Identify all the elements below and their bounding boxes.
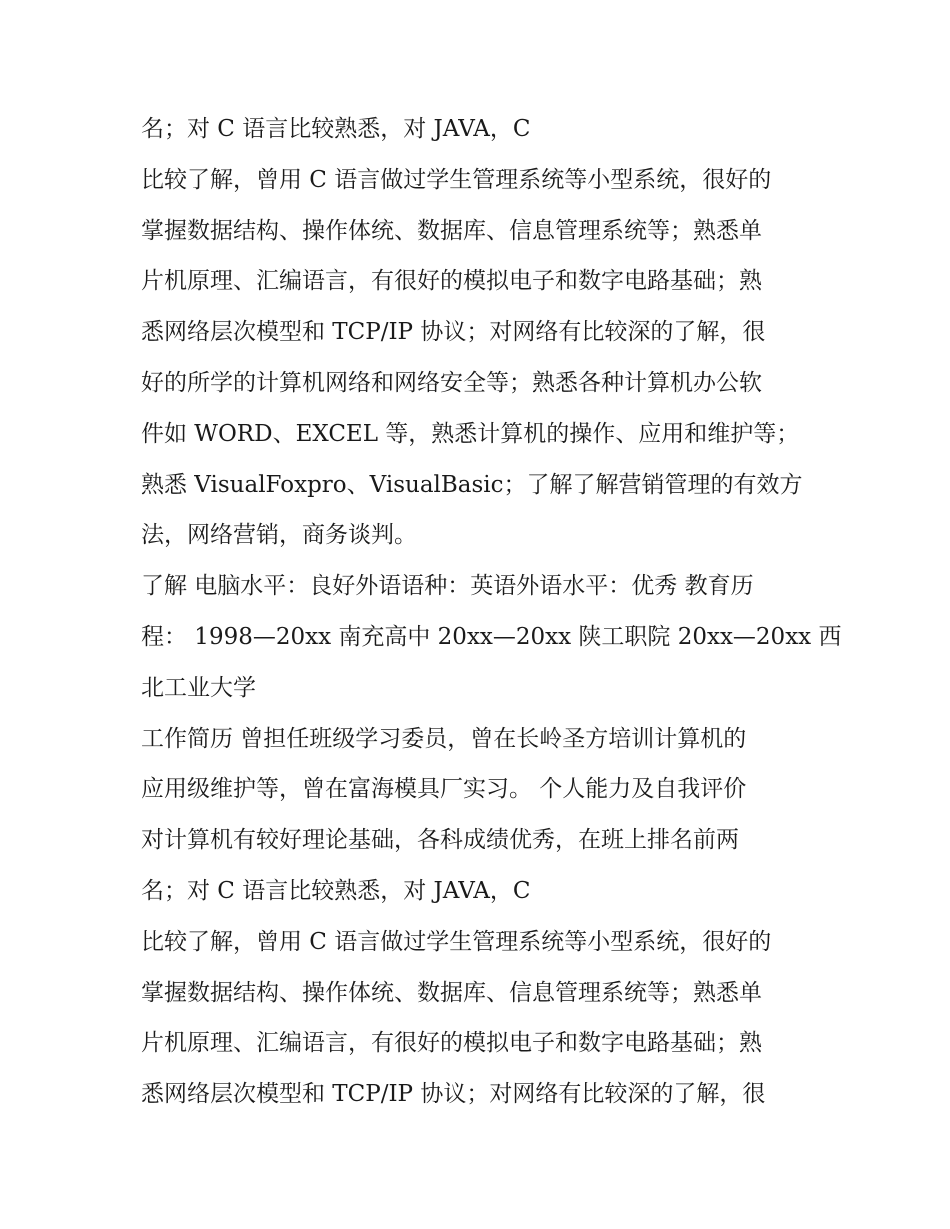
text-line: 名；对 C 语言比较熟悉，对 JAVA，C xyxy=(141,877,531,904)
text-line: 悉网络层次模型和 TCP/IP 协议；对网络有比较深的了解，很 xyxy=(141,1081,766,1108)
text-line: 北工业大学 xyxy=(141,674,256,701)
text-line: 掌握数据结构、操作体统、数据库、信息管理系统等；熟悉单 xyxy=(141,217,762,244)
text-line: 比较了解，曾用 C 语言做过学生管理系统等小型系统，很好的 xyxy=(141,166,772,193)
text-line: 工作简历 曾担任班级学习委员，曾在长岭圣方培训计算机的 xyxy=(141,725,747,752)
text-line: 片机原理、汇编语言，有很好的模拟电子和数字电路基础；熟 xyxy=(141,1030,762,1057)
text-line: 了解 电脑水平：良好外语语种：英语外语水平：优秀 教育历 xyxy=(141,573,754,600)
text-line: 掌握数据结构、操作体统、数据库、信息管理系统等；熟悉单 xyxy=(141,979,762,1006)
text-line: 悉网络层次模型和 TCP/IP 协议；对网络有比较深的了解，很 xyxy=(141,319,766,346)
text-line: 件如 WORD、EXCEL 等，熟悉计算机的操作、应用和维护等； xyxy=(141,420,800,447)
text-line: 好的所学的计算机网络和网络安全等；熟悉各种计算机办公软 xyxy=(141,369,762,396)
text-line: 片机原理、汇编语言，有很好的模拟电子和数字电路基础；熟 xyxy=(141,268,762,295)
text-line: 比较了解，曾用 C 语言做过学生管理系统等小型系统，很好的 xyxy=(141,928,772,955)
text-line: 程： 1998—20xx 南充高中 20xx—20xx 陕工职院 20xx—20xx 西 xyxy=(141,623,842,650)
text-line: 法，网络营销，商务谈判。 xyxy=(141,522,417,549)
text-line: 名；对 C 语言比较熟悉，对 JAVA，C xyxy=(141,116,531,142)
text-line: 应用级维护等，曾在富海模具厂实习。 个人能力及自我评价 xyxy=(141,776,747,803)
text-line: 熟悉 VisualFoxpro、VisualBasic；了解了解营销管理的有效方 xyxy=(141,471,803,498)
text-line: 对计算机有较好理论基础，各科成绩优秀，在班上排名前两 xyxy=(141,827,739,854)
document-body xyxy=(141,104,842,1120)
